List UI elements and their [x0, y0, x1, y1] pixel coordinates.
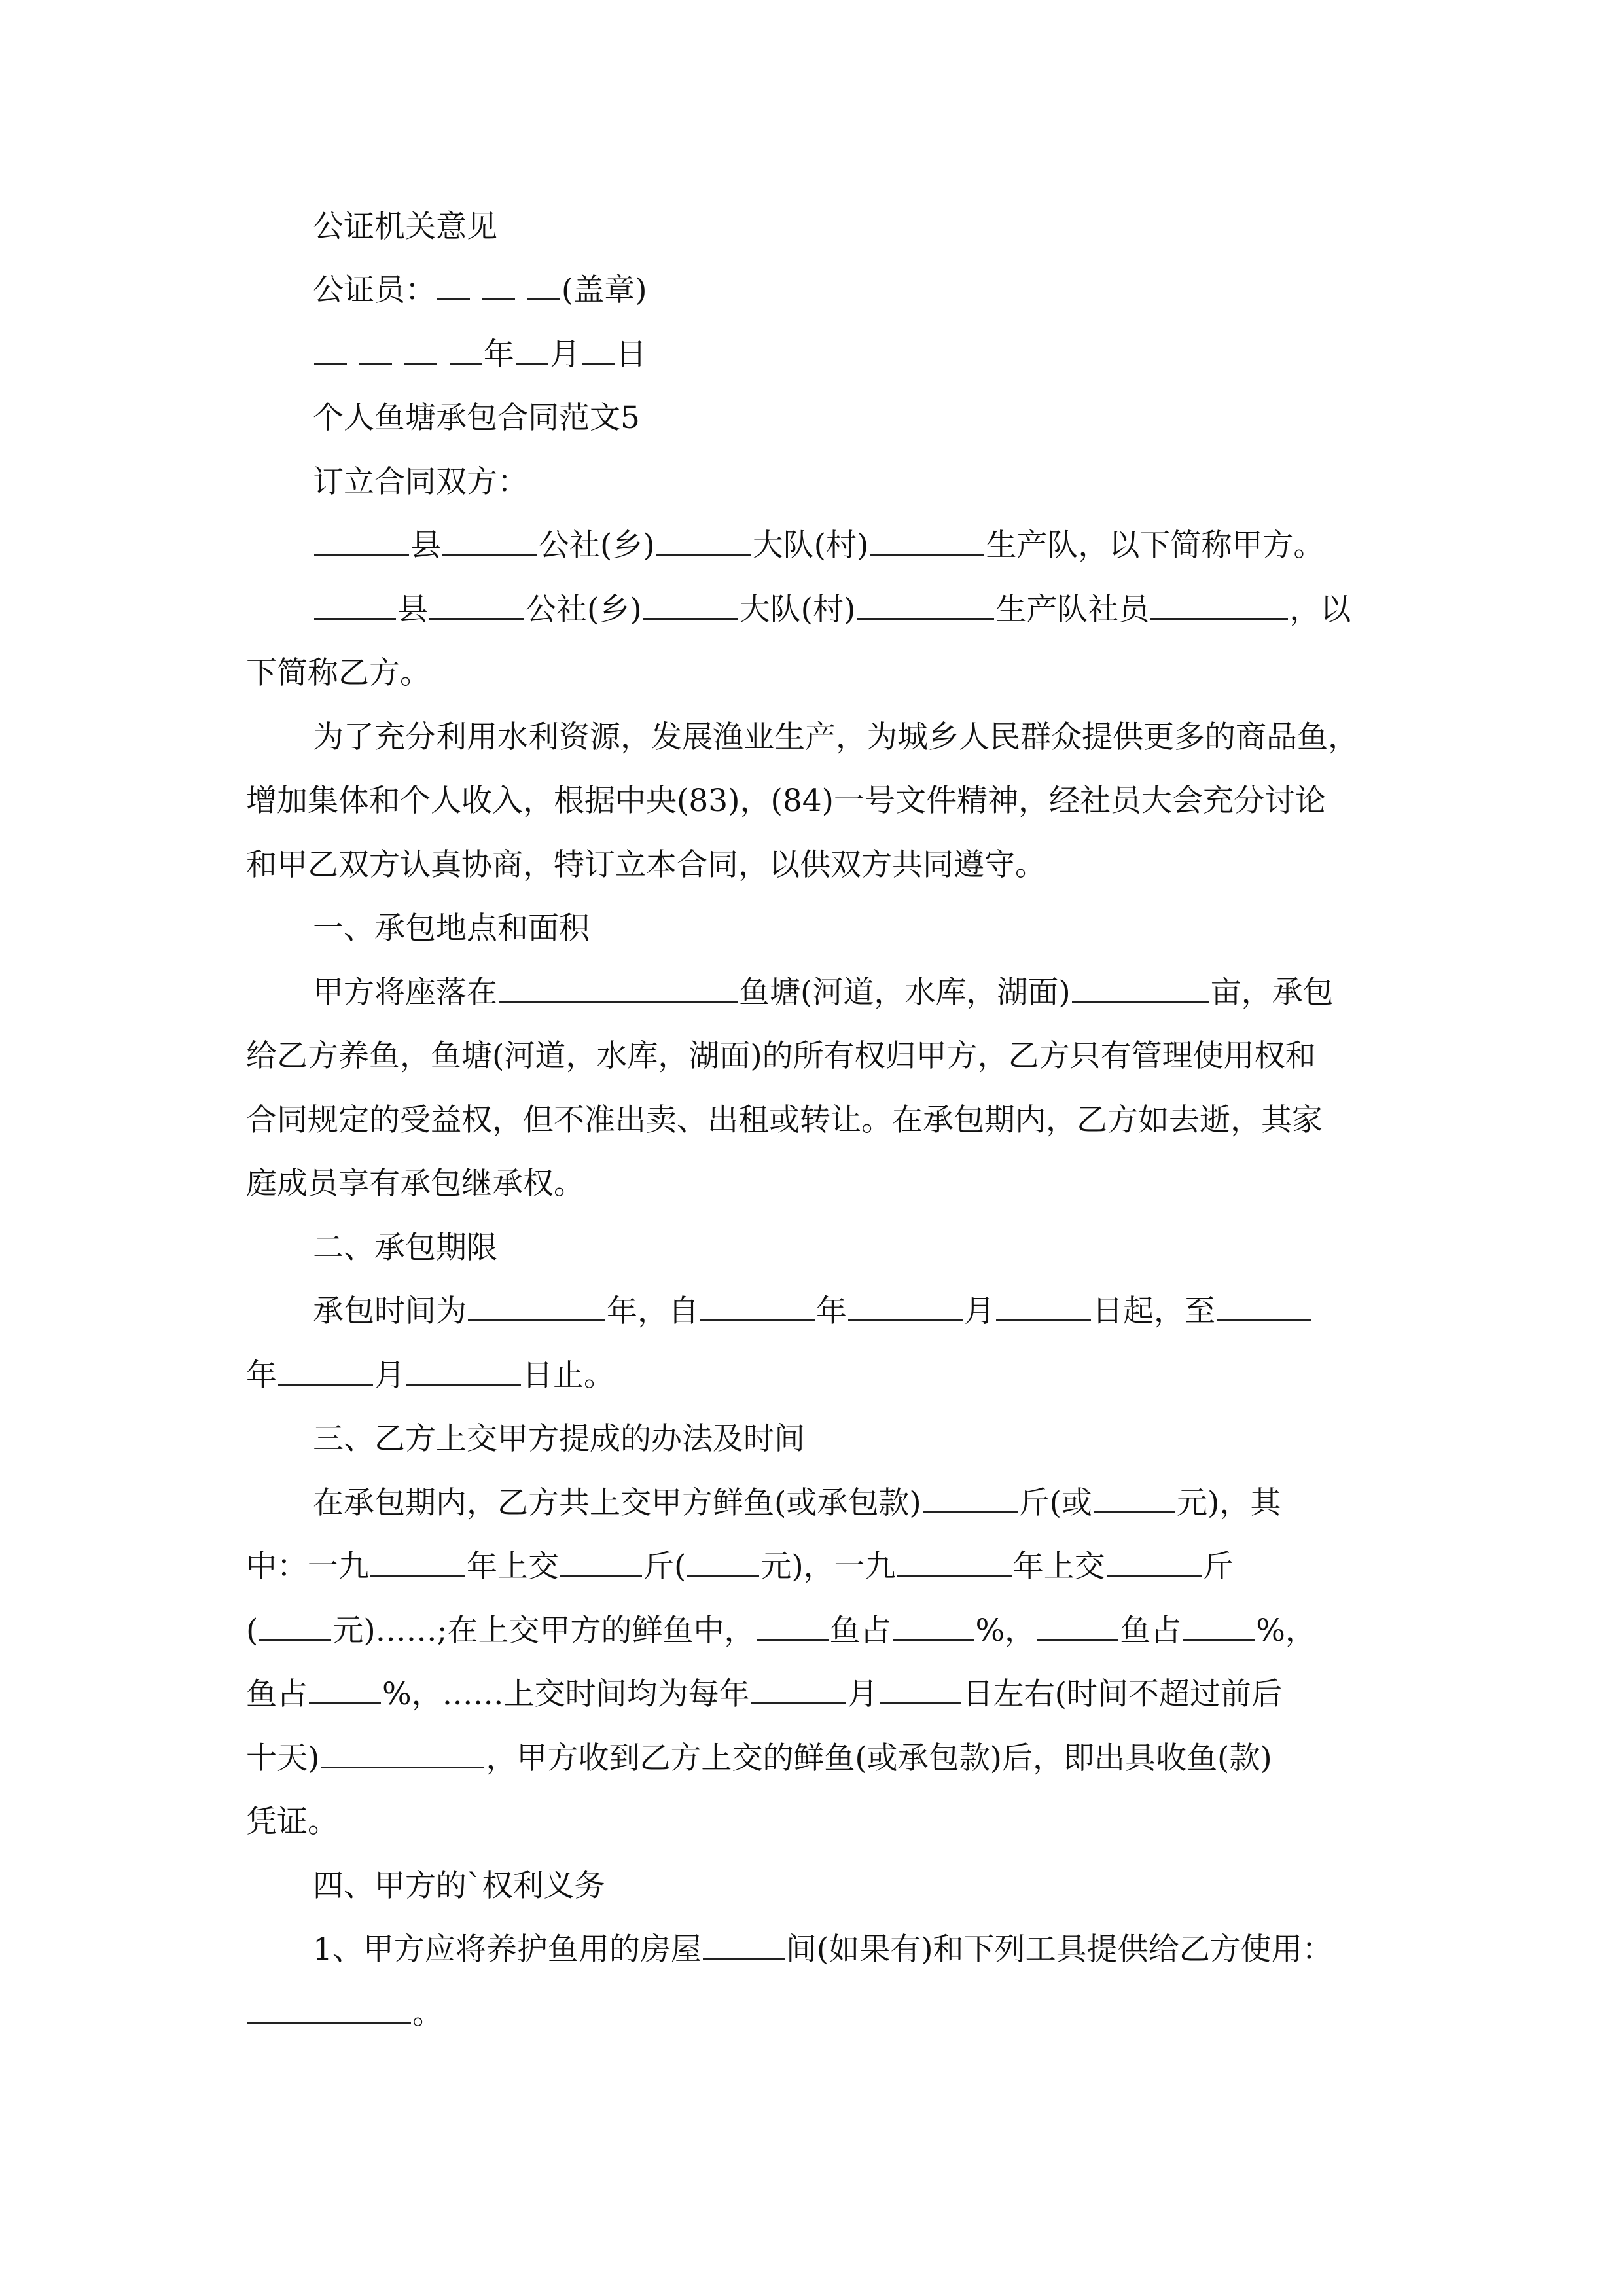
paragraph-line: [313, 1918, 1452, 1981]
blank-field[interactable]: [370, 1552, 465, 1577]
text: 给乙方养鱼，鱼塘(河道，水库，湖面)的所有权归甲方，乙方只有管理使用权和: [246, 1038, 1316, 1074]
text: 日左右(时间不超过前后: [962, 1676, 1283, 1712]
text: ，甲方收到乙方上交的鲜鱼(或承包款)后，即出具收鱼(款): [486, 1740, 1272, 1776]
text: 年，自: [607, 1293, 699, 1329]
paragraph-line: [246, 1790, 1385, 1854]
text: 三、乙方上交甲方提成的办法及时间: [313, 1421, 805, 1457]
blank-field[interactable]: [923, 1489, 1018, 1513]
blank-field[interactable]: [321, 1744, 484, 1768]
party-a-line: [313, 514, 1452, 577]
blank-field[interactable]: [880, 1680, 961, 1704]
text: 元)，其: [1177, 1485, 1281, 1521]
paragraph-line: [246, 1727, 1385, 1790]
text: 公证员：: [313, 272, 436, 308]
text: 鱼占: [246, 1676, 308, 1712]
paragraph-line: [246, 833, 1385, 897]
blank-field[interactable]: [309, 1680, 381, 1704]
blank-field[interactable]: [1094, 1489, 1175, 1513]
text: 。: [412, 1996, 443, 2032]
section-heading-4: [313, 1854, 1452, 1918]
notary-signature-line: [313, 259, 1452, 322]
paragraph-line: [246, 1024, 1385, 1088]
blank-field[interactable]: [1107, 1552, 1202, 1577]
blank-field[interactable]: [527, 276, 560, 300]
blank-field[interactable]: [404, 340, 437, 365]
section-heading-1: [313, 897, 1452, 960]
blank-field[interactable]: [870, 531, 984, 556]
text: 在承包期内，乙方共上交甲方鲜鱼(或承包款): [313, 1485, 921, 1521]
text: 十天): [246, 1740, 320, 1776]
text: 公社(乡): [539, 528, 655, 564]
blank-field[interactable]: [700, 1297, 815, 1321]
text: 县: [410, 528, 441, 564]
blank-field[interactable]: [582, 340, 615, 365]
text: 公证机关意见: [313, 209, 497, 245]
paragraph-line: [246, 1982, 1385, 2045]
text: 斤(: [643, 1549, 687, 1585]
text: 鱼占: [1120, 1613, 1182, 1649]
text: 庭成员享有承包继承权。: [246, 1166, 584, 1202]
text: 元)，一九: [760, 1549, 896, 1585]
section-heading-2: [313, 1216, 1452, 1280]
blank-field[interactable]: [1072, 978, 1209, 1003]
text: 下简称乙方。: [246, 655, 431, 691]
blank-field[interactable]: [643, 596, 738, 620]
blank-field[interactable]: [893, 1617, 974, 1641]
paragraph-line: [313, 1280, 1452, 1343]
blank-field[interactable]: [897, 1552, 1012, 1577]
text: %，……上交时间均为每年: [382, 1676, 750, 1712]
text: 承包时间为: [313, 1293, 467, 1329]
text: 1、甲方应将养护鱼用的房屋: [313, 1931, 702, 1967]
blank-field[interactable]: [314, 531, 409, 556]
text: 月: [847, 1676, 878, 1712]
text: 月: [374, 1357, 405, 1393]
text: 合同规定的受益权，但不准出卖、出租或转让。在承包期内，乙方如去逝，其家: [246, 1102, 1323, 1138]
paragraph-line: [246, 769, 1385, 833]
text: 元)……;在上交甲方的鲜鱼中，: [332, 1613, 755, 1649]
text: 中：一九: [246, 1549, 369, 1585]
section-title: [313, 386, 1452, 450]
text: 四、甲方的`权利义务: [313, 1868, 605, 1904]
blank-field[interactable]: [442, 531, 537, 556]
blank-field[interactable]: [482, 276, 515, 300]
blank-field[interactable]: [278, 1361, 373, 1386]
blank-field[interactable]: [656, 531, 751, 556]
text: 月: [964, 1293, 995, 1329]
blank-field[interactable]: [406, 1361, 521, 1386]
text: 年上交: [467, 1549, 559, 1585]
text: 为了充分利用水利资源，发展渔业生产，为城乡人民群众提供更多的商品鱼，: [313, 719, 1359, 755]
blank-field[interactable]: [314, 340, 347, 365]
text: 鱼塘(河道，水库，湖面): [739, 975, 1071, 1011]
text: 二、承包期限: [313, 1230, 497, 1266]
paragraph-line: [313, 1471, 1452, 1535]
section-heading-3: [313, 1407, 1452, 1471]
text: 生产队社员: [995, 592, 1150, 628]
text: 甲方将座落在: [313, 975, 497, 1011]
blank-field[interactable]: [687, 1552, 759, 1577]
blank-field[interactable]: [247, 2000, 411, 2024]
blank-field[interactable]: [359, 340, 392, 365]
text: 月: [549, 336, 580, 372]
blank-field[interactable]: [259, 1617, 331, 1641]
text: 日止。: [522, 1357, 615, 1393]
blank-field[interactable]: [1217, 1297, 1311, 1321]
text: 间(如果有)和下列工具提供给乙方使用：: [785, 1931, 1333, 1967]
blank-field[interactable]: [468, 1297, 605, 1321]
text: (: [246, 1613, 259, 1649]
text: 日: [615, 336, 647, 372]
blank-field[interactable]: [848, 1297, 963, 1321]
text: 年: [816, 1293, 847, 1329]
blank-field[interactable]: [516, 340, 548, 365]
paragraph-line: [246, 1599, 1385, 1662]
notary-date-line: [313, 323, 1452, 386]
blank-field[interactable]: [996, 1297, 1091, 1321]
parties-label: [313, 450, 1452, 514]
text: 大队(村): [739, 592, 856, 628]
text: %，: [975, 1613, 1036, 1649]
party-b-line: [313, 578, 1452, 641]
text: 大队(村): [752, 528, 869, 564]
blank-field[interactable]: [1150, 596, 1288, 620]
paragraph-line: [246, 1662, 1385, 1726]
text: 日起，至: [1092, 1293, 1215, 1329]
blank-field[interactable]: [499, 978, 738, 1003]
blank-field[interactable]: [560, 1552, 642, 1577]
text: 县: [397, 592, 428, 628]
text: 年上交: [1012, 1549, 1105, 1585]
paragraph-line: [313, 706, 1452, 769]
text: 个人鱼塘承包合同范文5: [313, 400, 640, 436]
blank-field[interactable]: [1037, 1617, 1118, 1641]
text: 年: [246, 1357, 277, 1393]
text: 鱼占: [829, 1613, 891, 1649]
paragraph-line: [246, 1088, 1385, 1152]
blank-field[interactable]: [1183, 1617, 1255, 1641]
text: 增加集体和个人收入，根据中央(83)，(84)一号文件精神，经社员大会充分讨论: [246, 783, 1326, 819]
paragraph-line: [246, 1152, 1385, 1215]
text: 斤: [1202, 1549, 1234, 1585]
text: 年: [483, 336, 514, 372]
text: 公社(乡): [526, 592, 642, 628]
text: 凭证。: [246, 1804, 338, 1840]
text: %，: [1256, 1613, 1316, 1649]
blank-field[interactable]: [757, 1617, 829, 1641]
blank-field[interactable]: [751, 1680, 846, 1704]
text: 生产队，以下简称甲方。: [986, 528, 1325, 564]
text: (盖章): [561, 272, 647, 308]
blank-field[interactable]: [450, 340, 482, 365]
heading-notary-opinion: [313, 195, 1452, 259]
blank-field[interactable]: [437, 276, 470, 300]
text: 亩，承包: [1210, 975, 1334, 1011]
blank-field[interactable]: [857, 596, 994, 620]
text: 一、承包地点和面积: [313, 910, 590, 946]
paragraph-line: [246, 641, 1385, 705]
blank-field[interactable]: [703, 1935, 785, 1960]
paragraph-line: [246, 1344, 1385, 1407]
text: 斤(或: [1018, 1485, 1093, 1521]
text: 订立合同双方：: [313, 464, 528, 500]
text: 和甲乙双方认真协商，特订立本合同，以供双方共同遵守。: [246, 847, 1046, 883]
blank-field[interactable]: [429, 596, 524, 620]
text: ，以: [1289, 592, 1351, 628]
paragraph-line: [313, 961, 1452, 1024]
paragraph-line: [246, 1535, 1385, 1598]
blank-field[interactable]: [314, 596, 396, 620]
